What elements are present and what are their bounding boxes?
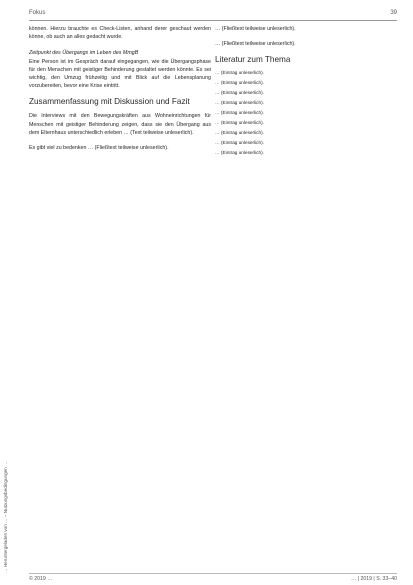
side-download-strip [2, 18, 10, 573]
running-header-section: Fokus [29, 10, 46, 16]
references-heading: Literatur zum Thema [215, 55, 291, 65]
reference-item: … (Eintrag unleserlich). [215, 80, 264, 86]
reference-item: … (Eintrag unleserlich). [215, 119, 264, 125]
header-rule [29, 20, 397, 21]
reference-list [215, 70, 397, 156]
body-paragraph: Eine Person ist im Gespräch darauf eingegangen, wie die Übergangsphase für den Menschen mit geistiger Behinderung gestaltet werden könnte. Es sei wichtig, den Umzug frühzeitig und mit Blick auf die Lebensplanung vorzubereiten, bevor eine Krise eintritt. [29, 58, 211, 90]
footer-copyright: © 2019 … [29, 576, 53, 582]
reference-item: … (Eintrag unleserlich). [215, 70, 264, 76]
page-number: 39 [390, 10, 397, 16]
right-column [215, 25, 397, 160]
reference-item: … (Eintrag unleserlich). [215, 110, 264, 116]
section-heading: Zusammenfassung mit Diskussion und Fazit [29, 97, 190, 107]
reference-item: … (Eintrag unleserlich). [215, 129, 264, 135]
footer-rule [29, 573, 397, 574]
intro-paragraph: können. Hierzu brauchte es Check-Listen, anhand derer geschaut werden könne, ob auch an alles gedacht wurde. [29, 26, 211, 41]
subsection-title: Zeitpunkt des Übergangs im Leben des MmgB [29, 50, 139, 57]
body-paragraph: … (Fließtext teilweise unleserlich). [215, 26, 296, 32]
body-paragraph: … (Fließtext teilweise unleserlich). [215, 41, 296, 48]
footer-journal: … | 2019 | S. 33–40 [351, 576, 397, 582]
download-notice: … Heruntergeladen von … – Nutzungsbedingungen … [3, 461, 8, 573]
reference-item: … (Eintrag unleserlich). [215, 90, 264, 96]
reference-item: … (Eintrag unleserlich). [215, 149, 264, 155]
reference-item: … (Eintrag unleserlich). [215, 139, 264, 145]
left-column [29, 25, 211, 159]
reference-item: … (Eintrag unleserlich). [215, 100, 264, 106]
body-paragraph: Es gibt viel zu bedenken … (Fließtext teilweise unleserlich). [29, 145, 169, 152]
body-paragraph: Die Interviews mit den Bewegungskräften aus Wohneinrichtungen für Menschen mit geistiger Behinderung zeigen, dass sie den Übergang aus dem Elternhaus unterschiedlich erleben … (Text teilweise unleserlich). [29, 113, 211, 136]
